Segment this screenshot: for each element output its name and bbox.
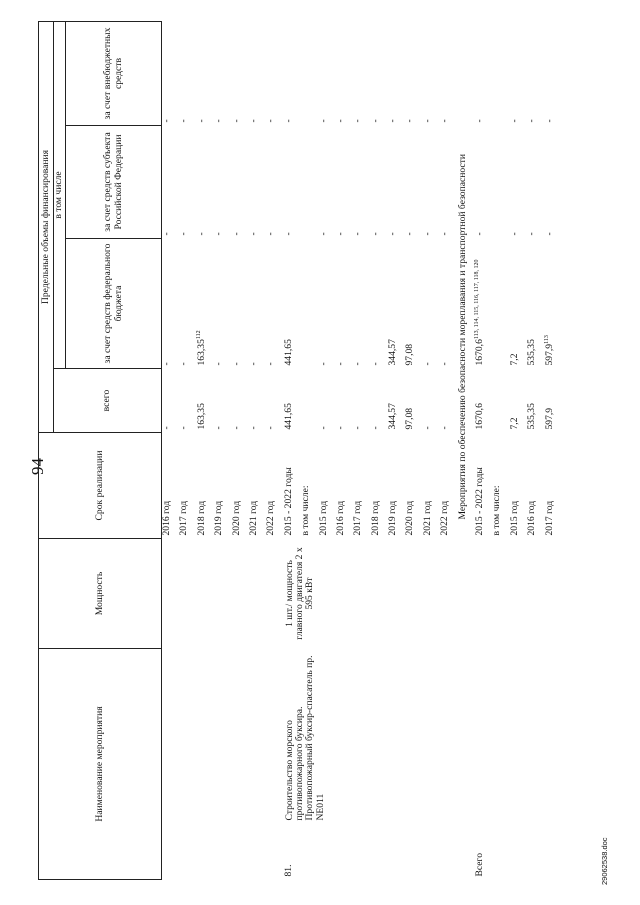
cell-total: - bbox=[178, 426, 190, 430]
cell-extra: - bbox=[178, 119, 190, 123]
cell-total-label bbox=[492, 824, 509, 880]
federal-value: - bbox=[178, 362, 190, 366]
cell-power bbox=[353, 539, 370, 649]
cell-federal bbox=[284, 239, 301, 369]
footnote-ref: 112 bbox=[195, 330, 202, 340]
table-row bbox=[197, 22, 214, 880]
cell-power bbox=[405, 539, 422, 649]
federal-value: - bbox=[317, 362, 329, 366]
cell-extra: - bbox=[282, 119, 294, 123]
cell-name bbox=[162, 649, 180, 824]
cell-subject: - bbox=[474, 232, 486, 236]
cell-number bbox=[266, 824, 283, 880]
page-number: 94 bbox=[28, 458, 47, 475]
cell-extra: - bbox=[213, 119, 225, 123]
cell-federal bbox=[179, 239, 196, 369]
cell-number bbox=[371, 824, 388, 880]
cell-federal bbox=[214, 239, 231, 369]
cell-federal bbox=[197, 239, 214, 369]
cell-name bbox=[179, 649, 196, 824]
cell-extra: - bbox=[439, 119, 451, 123]
cell-extra: - bbox=[265, 119, 277, 123]
header-subject: за счет средств субъекта Российской Федерации bbox=[66, 126, 162, 239]
cell-subject: - bbox=[317, 232, 329, 236]
federal-value: 1670,6 bbox=[474, 339, 486, 366]
cell-extra: - bbox=[474, 119, 486, 123]
cell-extra: - bbox=[230, 119, 242, 123]
table-row bbox=[440, 22, 457, 880]
cell-number bbox=[162, 824, 180, 880]
cell-federal bbox=[492, 239, 509, 369]
cell-total-label: Всего bbox=[474, 852, 486, 877]
footnote-ref: 113, 114, 115, 116, 117, 118, 120 bbox=[474, 259, 481, 340]
cell-total: 535,35 bbox=[526, 403, 538, 430]
cell-number bbox=[440, 824, 457, 880]
cell-period: 2018 год bbox=[369, 500, 381, 536]
measure-power: 1 шт./ мощность главного двигателя 2 х 595 кВт bbox=[283, 547, 316, 640]
cell-number bbox=[179, 824, 196, 880]
cell-power bbox=[440, 539, 457, 649]
header-power: Мощность bbox=[39, 539, 162, 649]
cell-subject: - bbox=[369, 232, 381, 236]
cell-extra: - bbox=[387, 119, 399, 123]
cell-subject: - bbox=[161, 232, 172, 236]
cell-subject: - bbox=[404, 232, 416, 236]
federal-value: - bbox=[439, 362, 451, 366]
cell-extra: - bbox=[352, 119, 364, 123]
federal-value: - bbox=[334, 362, 346, 366]
table-row bbox=[353, 22, 370, 880]
cell-total bbox=[301, 369, 318, 433]
cell-extra bbox=[301, 22, 318, 126]
cell-extra: - bbox=[526, 119, 538, 123]
cell-subject: - bbox=[282, 232, 294, 236]
cell-power bbox=[319, 539, 336, 649]
cell-power bbox=[214, 539, 231, 649]
cell-total: - bbox=[439, 426, 451, 430]
table-row bbox=[266, 22, 283, 880]
cell-period: 2015 - 2022 годы bbox=[282, 467, 294, 536]
cell-extra: - bbox=[543, 119, 555, 123]
cell-subject: - bbox=[543, 232, 555, 236]
cell-power bbox=[371, 539, 388, 649]
cell-number bbox=[197, 824, 214, 880]
cell-name bbox=[232, 649, 249, 824]
cell-period: 2017 год bbox=[352, 500, 364, 536]
cell-federal bbox=[405, 239, 422, 369]
table-row bbox=[423, 22, 440, 880]
header-including: в том числе bbox=[54, 22, 66, 369]
cell-federal bbox=[527, 239, 544, 369]
cell-period: 2021 год bbox=[247, 500, 259, 536]
cell-power bbox=[249, 539, 266, 649]
cell-number bbox=[301, 824, 318, 880]
cell-number bbox=[423, 824, 440, 880]
cell-period: 2016 год bbox=[526, 500, 538, 536]
cell-federal bbox=[249, 239, 266, 369]
federal-value: 7,2 bbox=[508, 353, 520, 366]
cell-number bbox=[319, 824, 336, 880]
cell-name bbox=[336, 649, 353, 824]
cell-number bbox=[232, 824, 249, 880]
cell-name bbox=[214, 649, 231, 824]
total-row bbox=[510, 22, 527, 880]
section-title: Мероприятия по обеспечению безопасности мореплавания и транспортной безопасности bbox=[456, 154, 468, 520]
cell-empty bbox=[492, 539, 509, 649]
cell-federal bbox=[545, 239, 562, 369]
federal-value: 344,57 bbox=[387, 339, 399, 366]
cell-period: 2018 год bbox=[195, 500, 207, 536]
federal-value: - bbox=[161, 362, 172, 366]
cell-power bbox=[423, 539, 440, 649]
table-row bbox=[388, 22, 405, 880]
cell-power bbox=[179, 539, 196, 649]
cell-federal bbox=[440, 239, 457, 369]
cell-empty bbox=[527, 539, 544, 649]
cell-period: 2019 год bbox=[213, 500, 225, 536]
table-row bbox=[179, 22, 196, 880]
cell-power bbox=[336, 539, 353, 649]
cell-period: 2021 год bbox=[421, 500, 433, 536]
header-federal: за счет средств федерального бюджета bbox=[66, 239, 162, 369]
cell-federal bbox=[388, 239, 405, 369]
cell-subject: - bbox=[526, 232, 538, 236]
cell-period: 2015 - 2022 годы bbox=[474, 467, 486, 536]
federal-value: - bbox=[369, 362, 381, 366]
cell-subject: - bbox=[352, 232, 364, 236]
cell-subject: - bbox=[265, 232, 277, 236]
table-row bbox=[232, 22, 249, 880]
cell-total: - bbox=[230, 426, 242, 430]
cell-number bbox=[336, 824, 353, 880]
cell-empty bbox=[492, 649, 509, 824]
cell-name bbox=[249, 649, 266, 824]
cell-empty bbox=[510, 539, 527, 649]
table-row bbox=[405, 22, 422, 880]
cell-period: 2022 год bbox=[265, 500, 277, 536]
cell-name bbox=[440, 649, 457, 824]
total-row bbox=[527, 22, 544, 880]
cell-name bbox=[388, 649, 405, 824]
cell-total: - bbox=[334, 426, 346, 430]
cell-period: 2016 год bbox=[161, 500, 172, 536]
table-body bbox=[162, 22, 562, 880]
cell-number bbox=[388, 824, 405, 880]
cell-subject: - bbox=[387, 232, 399, 236]
cell-total: - bbox=[247, 426, 259, 430]
cell-total bbox=[492, 369, 509, 433]
cell-total: - bbox=[421, 426, 433, 430]
header-name: Наименование мероприятия bbox=[39, 649, 162, 880]
footnote-ref: 113 bbox=[543, 335, 550, 344]
cell-total: - bbox=[265, 426, 277, 430]
table-row bbox=[371, 22, 388, 880]
cell-period: 2016 год bbox=[334, 500, 346, 536]
federal-value: - bbox=[265, 362, 277, 366]
cell-empty bbox=[527, 649, 544, 824]
cell-empty bbox=[545, 649, 562, 824]
cell-federal bbox=[266, 239, 283, 369]
cell-extra bbox=[492, 22, 509, 126]
cell-number bbox=[214, 824, 231, 880]
cell-period: 2017 год bbox=[178, 500, 190, 536]
cell-total: - bbox=[213, 426, 225, 430]
cell-extra: - bbox=[369, 119, 381, 123]
cell-subject: - bbox=[230, 232, 242, 236]
cell-extra: - bbox=[317, 119, 329, 123]
cell-extra: - bbox=[161, 119, 172, 123]
cell-number bbox=[249, 824, 266, 880]
cell-subject bbox=[301, 126, 318, 239]
cell-subject: - bbox=[439, 232, 451, 236]
cell-total: 344,57 bbox=[387, 403, 399, 430]
cell-total: 97,08 bbox=[404, 407, 416, 430]
financing-table bbox=[38, 21, 562, 880]
federal-value: 535,35 bbox=[526, 339, 538, 366]
header-total: всего bbox=[54, 369, 162, 433]
cell-extra: - bbox=[334, 119, 346, 123]
cell-power bbox=[388, 539, 405, 649]
cell-federal bbox=[510, 239, 527, 369]
table-row bbox=[284, 22, 301, 880]
cell-total: 441,65 bbox=[282, 403, 294, 430]
cell-federal bbox=[319, 239, 336, 369]
cell-extra: - bbox=[195, 119, 207, 123]
federal-value: - bbox=[352, 362, 364, 366]
cell-name bbox=[197, 649, 214, 824]
cell-total-label bbox=[527, 824, 544, 880]
cell-name bbox=[371, 649, 388, 824]
cell-subject: - bbox=[213, 232, 225, 236]
cell-subject: - bbox=[247, 232, 259, 236]
federal-value: 441,65 bbox=[282, 339, 294, 366]
cell-federal bbox=[301, 239, 318, 369]
total-row bbox=[545, 22, 562, 880]
cell-empty bbox=[545, 539, 562, 649]
cell-period: 2022 год bbox=[439, 500, 451, 536]
cell-total: 597,9 bbox=[543, 407, 555, 430]
section-row bbox=[458, 22, 475, 880]
cell-federal bbox=[475, 239, 492, 369]
federal-value: - bbox=[213, 362, 225, 366]
cell-subject: - bbox=[195, 232, 207, 236]
table-row bbox=[162, 22, 180, 880]
cell-federal bbox=[423, 239, 440, 369]
cell-total-label bbox=[545, 824, 562, 880]
cell-subject: - bbox=[334, 232, 346, 236]
header-limits: Предельные объемы финансирования bbox=[39, 22, 54, 433]
cell-name bbox=[423, 649, 440, 824]
cell-number bbox=[405, 824, 422, 880]
cell-power bbox=[283, 539, 316, 649]
cell-federal bbox=[162, 239, 180, 369]
cell-power bbox=[232, 539, 249, 649]
measure-name: Строительство морского противопожарного буксира. Противопожарный буксир-спасатель пр. NE011 bbox=[283, 655, 326, 821]
cell-number bbox=[353, 824, 370, 880]
cell-extra: - bbox=[421, 119, 433, 123]
federal-value: 597,9 bbox=[543, 343, 555, 366]
cell-subject: - bbox=[178, 232, 190, 236]
cell-period: 2020 год bbox=[404, 500, 416, 536]
cell-total: - bbox=[369, 426, 381, 430]
cell-empty bbox=[475, 649, 492, 824]
table-row bbox=[214, 22, 231, 880]
cell-extra: - bbox=[404, 119, 416, 123]
cell-name bbox=[353, 649, 370, 824]
cell-empty bbox=[475, 539, 492, 649]
cell-empty bbox=[510, 649, 527, 824]
header-extra: за счет внебюджетных средств bbox=[66, 22, 162, 126]
cell-total: - bbox=[161, 426, 172, 430]
total-row bbox=[475, 22, 492, 880]
cell-name bbox=[405, 649, 422, 824]
cell-number: 81. bbox=[282, 864, 294, 877]
table-row bbox=[336, 22, 353, 880]
cell-period: 2015 год bbox=[508, 500, 520, 536]
total-row bbox=[492, 22, 509, 880]
cell-period: 2015 год bbox=[317, 500, 329, 536]
cell-federal bbox=[336, 239, 353, 369]
cell-federal bbox=[232, 239, 249, 369]
cell-period: 2020 год bbox=[230, 500, 242, 536]
cell-period: в том числе: bbox=[491, 485, 503, 536]
federal-value: 163,35 bbox=[195, 339, 207, 366]
federal-value: - bbox=[230, 362, 242, 366]
federal-value: - bbox=[247, 362, 259, 366]
cell-extra: - bbox=[508, 119, 520, 123]
cell-total: - bbox=[352, 426, 364, 430]
cell-power bbox=[162, 539, 180, 649]
cell-subject: - bbox=[421, 232, 433, 236]
cell-power bbox=[266, 539, 283, 649]
cell-period: 2019 год bbox=[387, 500, 399, 536]
cell-power bbox=[197, 539, 214, 649]
file-name: 29062538.doc bbox=[600, 837, 609, 885]
header-period: Срок реализации bbox=[39, 433, 162, 539]
cell-subject: - bbox=[508, 232, 520, 236]
table-row bbox=[249, 22, 266, 880]
cell-federal bbox=[371, 239, 388, 369]
cell-extra: - bbox=[247, 119, 259, 123]
cell-total: 1670,6 bbox=[474, 403, 486, 430]
cell-period: 2017 год bbox=[543, 500, 555, 536]
cell-total: 7,2 bbox=[508, 417, 520, 430]
cell-total-label bbox=[510, 824, 527, 880]
cell-name bbox=[266, 649, 283, 824]
cell-period: в том числе: bbox=[300, 485, 312, 536]
federal-value: 97,08 bbox=[404, 343, 416, 366]
cell-total: 163,35 bbox=[195, 403, 207, 430]
cell-subject bbox=[492, 126, 509, 239]
cell-total: - bbox=[317, 426, 329, 430]
federal-value: - bbox=[421, 362, 433, 366]
cell-name bbox=[283, 649, 326, 824]
cell-federal bbox=[353, 239, 370, 369]
